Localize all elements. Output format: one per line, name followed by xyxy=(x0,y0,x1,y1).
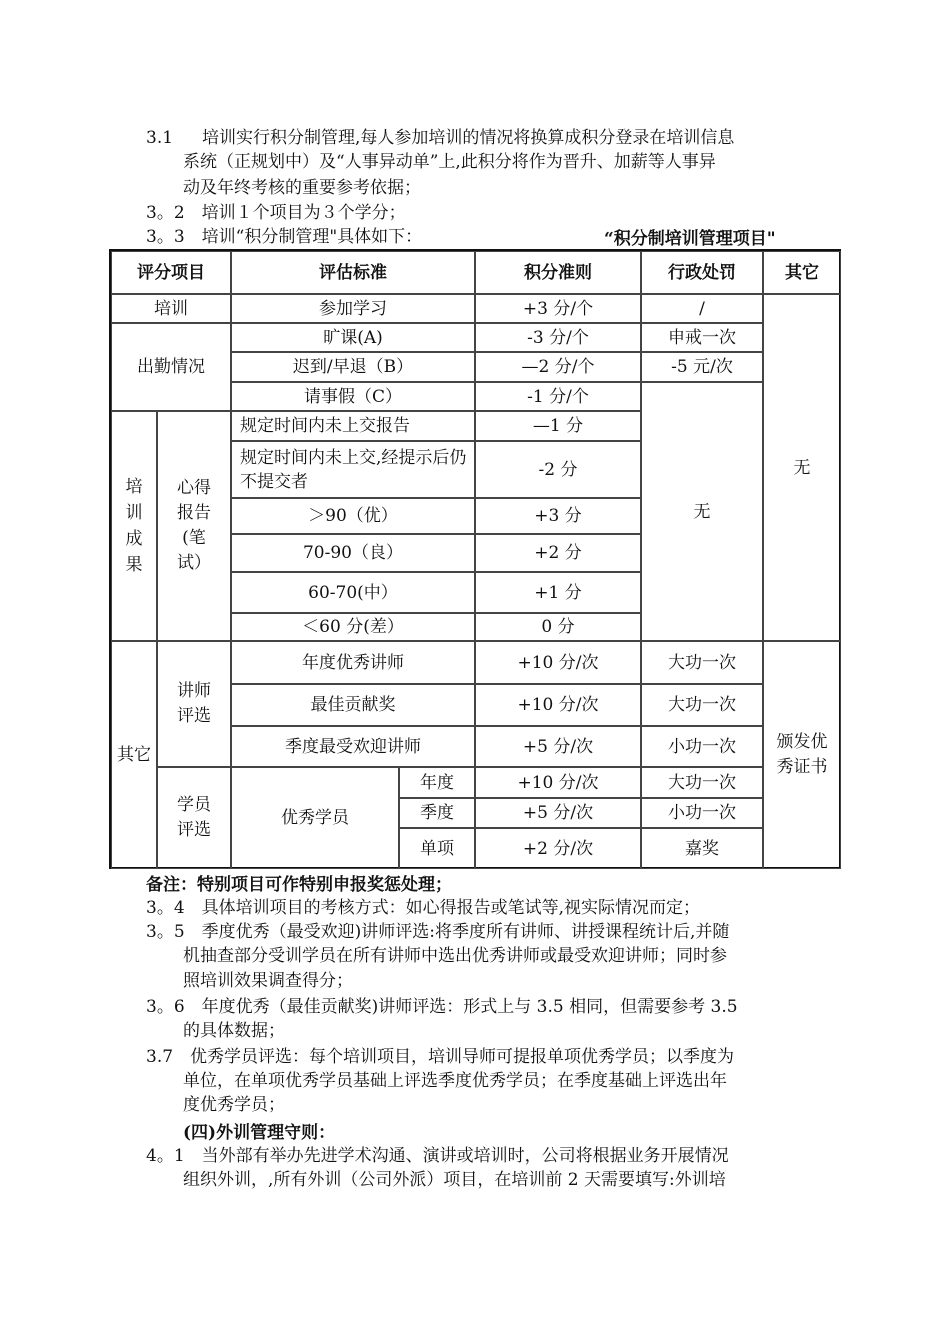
attendance-points-c: -1 分/个 xyxy=(475,382,641,411)
lecturer-points-2: +5 分/次 xyxy=(475,726,641,767)
para-3-6-line1: 3。6 年度优秀（最佳贡献奖)讲师评选：形式上与 3.5 相同，但需要参考 3.5 xyxy=(146,997,738,1017)
para-3-2: 3。2 培训１个项目为３个学分； xyxy=(146,203,406,223)
results-points-2: +3 分 xyxy=(475,498,641,534)
para-3-6-line2: 的具体数据； xyxy=(183,1021,285,1041)
header-penalty: 行政处罚 xyxy=(641,251,763,294)
student-penalty-1: 小功一次 xyxy=(641,798,763,828)
points-table xyxy=(109,249,841,869)
lecturer-standard-1: 最佳贡献奖 xyxy=(231,684,475,726)
other-bottom-cell: 颁发优秀证书 xyxy=(763,641,841,869)
lecturer-points-1: +10 分/次 xyxy=(475,684,641,726)
lecturer-penalty-2: 小功一次 xyxy=(641,726,763,767)
para-3-5-line1: 3。5 季度优秀（最受欢迎)讲师评选:将季度所有讲师、讲授课程统计后,并随 xyxy=(146,922,730,942)
para-3-7-line2: 单位，在单项优秀学员基础上评选季度优秀学员；在季度基础上评选出年 xyxy=(183,1071,727,1091)
para-3-1 xyxy=(146,126,816,150)
student-points-2: +2 分/次 xyxy=(475,828,641,869)
training-points: +3 分/个 xyxy=(475,294,641,323)
student-period-0: 年度 xyxy=(399,767,475,798)
attendance-item: 出勤情况 xyxy=(111,323,231,411)
other-item: 其它 xyxy=(111,641,157,869)
section-4-heading: (四)外训管理守则： xyxy=(183,1123,336,1143)
student-period-2: 单项 xyxy=(399,828,475,869)
results-points-5: 0 分 xyxy=(475,613,641,641)
results-standard-3: 70-90（良） xyxy=(231,534,475,572)
attendance-standard-a: 旷课(A) xyxy=(231,323,475,352)
attendance-points-b: —2 分/个 xyxy=(475,352,641,382)
student-points-0: +10 分/次 xyxy=(475,767,641,798)
para-3-7-line1: 3.7 优秀学员评选：每个培训项目，培训导师可提报单项优秀学员；以季度为 xyxy=(146,1047,735,1067)
training-standard: 参加学习 xyxy=(231,294,475,323)
header-points: 积分准则 xyxy=(475,251,641,294)
para-4-1-line1: 4。1 当外部有举办先进学术沟通、演讲或培训时，公司将根据业务开展情况 xyxy=(146,1146,729,1166)
para-4-1-line2: 组织外训，,所有外训（公司外派）项目，在培训前 2 天需要填写:外训培 xyxy=(183,1170,726,1190)
results-points-1: -2 分 xyxy=(475,441,641,498)
attendance-standard-b: 迟到/早退（B） xyxy=(231,352,475,382)
results-item: 培训成果 xyxy=(111,411,157,641)
student-period-1: 季度 xyxy=(399,798,475,828)
para-3-3: 3。3 培训“积分制管理"具体如下： xyxy=(146,227,423,247)
results-standard-0: 规定时间内未上交报告 xyxy=(231,411,475,441)
lecturer-points-0: +10 分/次 xyxy=(475,641,641,684)
para-3-1-number: 3.1 xyxy=(146,128,174,148)
para-3-4: 3。4 具体培训项目的考核方式：如心得报告或笔试等,视实际情况而定； xyxy=(146,898,701,918)
para-3-1-line3: 动及年终考核的重要参考依据； xyxy=(183,178,421,198)
attendance-penalty-a: 申戒一次 xyxy=(641,323,763,352)
para-3-1-line1: 培训实行积分制管理,每人参加培训的情况将换算成积分登录在培训信息 xyxy=(202,128,735,148)
header-item: 评分项目 xyxy=(111,251,231,294)
header-other: 其它 xyxy=(763,251,841,294)
para-3-5-line3: 照培训效果调查得分； xyxy=(183,971,353,991)
para-3-1-line2: 系统（正规划中）及“人事异动单”上,此积分将作为晋升、加薪等人事异 xyxy=(183,152,716,172)
student-penalty-2: 嘉奖 xyxy=(641,828,763,869)
student-points-1: +5 分/次 xyxy=(475,798,641,828)
para-3-7-line3: 度优秀学员； xyxy=(183,1095,285,1115)
table-note: 备注：特别项目可作特别申报奖惩处理； xyxy=(146,875,452,895)
results-standard-1: 规定时间内未上交,经提示后仍不提交者 xyxy=(231,441,475,498)
lecturer-penalty-0: 大功一次 xyxy=(641,641,763,684)
para-3-5-line2: 机抽查部分受训学员在所有讲师中选出优秀讲师或最受欢迎讲师；同时参 xyxy=(183,946,727,966)
attendance-points-a: -3 分/个 xyxy=(475,323,641,352)
training-penalty: / xyxy=(641,294,763,323)
student-sub: 学员评选 xyxy=(157,767,231,869)
other-top-cell: 无 xyxy=(763,294,841,641)
results-penalty: 无 xyxy=(641,382,763,641)
student-standard: 优秀学员 xyxy=(231,767,399,869)
training-item: 培训 xyxy=(111,294,231,323)
results-standard-5: ＜60 分(差） xyxy=(231,613,475,641)
attendance-penalty-b: -5 元/次 xyxy=(641,352,763,382)
results-points-4: +1 分 xyxy=(475,572,641,613)
header-standard: 评估标准 xyxy=(231,251,475,294)
results-sub: 心得报告(笔试） xyxy=(157,411,231,641)
lecturer-standard-2: 季度最受欢迎讲师 xyxy=(231,726,475,767)
lecturer-sub: 讲师评选 xyxy=(157,641,231,767)
results-points-3: +2 分 xyxy=(475,534,641,572)
table-title: “积分制培训管理项目" xyxy=(604,229,776,249)
student-penalty-0: 大功一次 xyxy=(641,767,763,798)
lecturer-standard-0: 年度优秀讲师 xyxy=(231,641,475,684)
attendance-standard-c: 请事假（C） xyxy=(231,382,475,411)
results-standard-4: 60-70(中） xyxy=(231,572,475,613)
results-standard-2: ＞90（优） xyxy=(231,498,475,534)
results-points-0: —1 分 xyxy=(475,411,641,441)
lecturer-penalty-1: 大功一次 xyxy=(641,684,763,726)
